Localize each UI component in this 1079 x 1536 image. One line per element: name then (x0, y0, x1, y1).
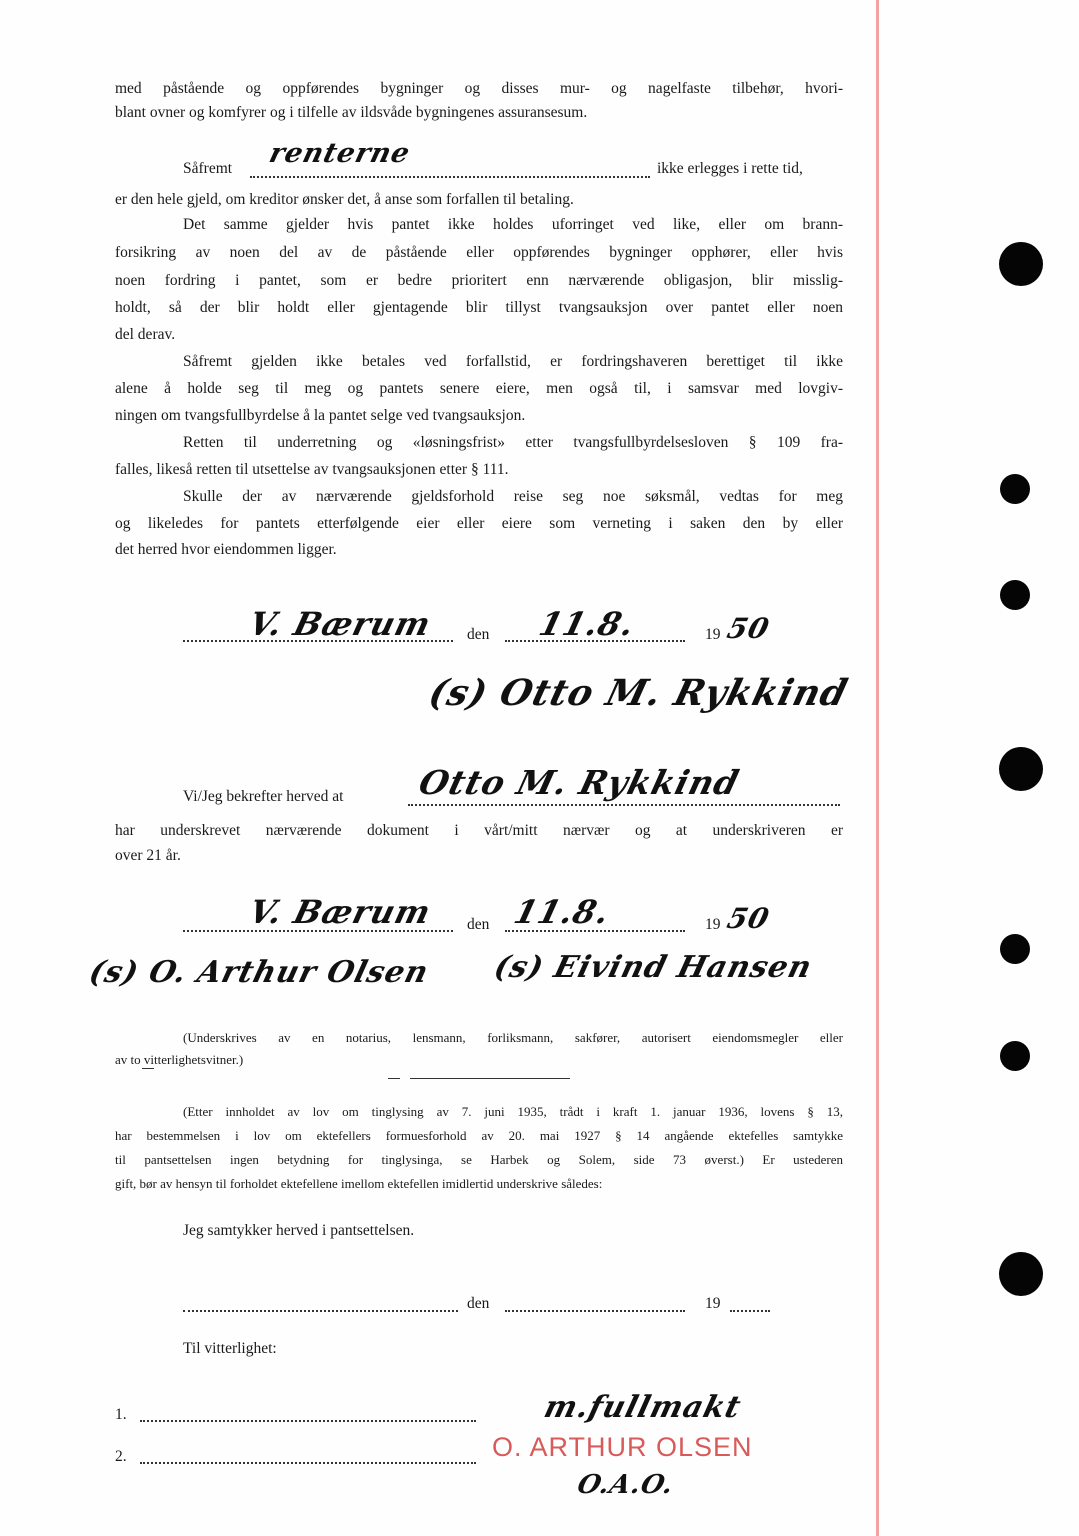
fill-in-dots (250, 176, 650, 178)
body-line: falles, likeså retten til utsettelse av tvangsauksjonen etter § 111. (115, 461, 509, 478)
handwritten-renterne: renterne (266, 138, 414, 169)
witness-number: 1. (115, 1406, 127, 1423)
body-line: alene å holde seg til meg og pantets senere eiere, men også til, i samsvar med lovgiv- (115, 380, 843, 397)
body-line: Det samme gjelder hvis pantet ikke holdes uforringet ved like, eller om brann- (183, 216, 843, 233)
law-note-line: til pantsettelsen ingen betydning for tinglysinga, se Harbek og Solem, side 73 øverst.) Er ustederen (115, 1152, 843, 1167)
body-line: holdt, så der blir holdt eller gjentagende blir tillyst tvangsauksjon over pantet eller noen (115, 299, 843, 316)
fill-in-dots (730, 1310, 770, 1312)
witness-signature-1: (s) O. Arthur Olsen (85, 955, 433, 990)
note-line: (Underskrives av en notarius, lensmann, forliksmann, sakfører, autorisert eiendomsmegler eller (183, 1030, 843, 1045)
den-label: den (467, 1295, 490, 1312)
fill-in-dots (505, 1310, 685, 1312)
red-margin-line (876, 0, 879, 1536)
certification-line: over 21 år. (115, 847, 181, 864)
clause-prefix: Såfremt (183, 160, 233, 177)
clause-line: er den hele gjeld, om kreditor ønsker det, å anse som forfallen til betaling. (115, 191, 574, 208)
witness-number: 2. (115, 1448, 127, 1465)
witness-heading: Til vitterlighet: (183, 1340, 277, 1357)
punch-hole (1000, 474, 1030, 504)
fill-in-dots (408, 804, 840, 806)
body-line: blant ovner og komfyrer og i tilfelle av ildsvåde bygningenes assuransesum. (115, 104, 588, 121)
body-line: det herred hvor eiendommen ligger. (115, 541, 337, 558)
handwritten-year: 50 (723, 902, 774, 935)
punch-hole (999, 1252, 1043, 1296)
body-line: noen fordring i pantet, som er bedre prioritert enn nærværende obligasjon, blir misslig- (115, 272, 843, 289)
punch-hole (1000, 580, 1030, 610)
body-line: med påstående og oppførendes bygninger og disses mur- og nagelfaste tilbehør, hvori- (115, 80, 843, 97)
body-line: og likeledes for pantets etterfølgende eier eller eiere som verneting i saken den by eller (115, 515, 843, 532)
law-note-line: (Etter innholdet av lov om tinglysing av 7. juni 1935, trådt i kraft 1. januar 1936, lovens § 13, (183, 1104, 843, 1119)
year-prefix: 19 (705, 626, 721, 643)
certification-prefix: Vi/Jeg bekrefter herved at (183, 788, 344, 805)
divider (410, 1078, 570, 1079)
fill-in-dots (140, 1420, 476, 1422)
body-line: forsikring av noen del av de påstående eller oppførendes bygninger opphører, eller hvis (115, 244, 843, 261)
handwritten-place: V. Bærum (245, 605, 436, 643)
den-label: den (467, 916, 490, 933)
body-line: Såfremt gjelden ikke betales ved forfallstid, er fordringshaveren berettiget til ikke (183, 353, 843, 370)
punch-hole (1000, 934, 1030, 964)
law-note-line: har bestemmelsen i lov om ektefellers formuesforhold av 20. mai 1927 § 14 angående ektefelles samtykke (115, 1128, 843, 1143)
underline-mark (142, 1068, 154, 1069)
body-line: del derav. (115, 326, 176, 343)
punch-hole (999, 747, 1043, 791)
note-line: av to vitterlighetsvitner.) (115, 1052, 244, 1067)
handwritten-place: V. Bærum (245, 893, 436, 931)
consent-line: Jeg samtykker herved i pantsettelsen. (183, 1222, 415, 1239)
body-line: Skulle der av nærværende gjeldsforhold reise seg noe søksmål, vedtas for meg (183, 488, 843, 505)
body-line: Retten til underretning og «løsningsfrist» etter tvangsfullbyrdelsesloven § 109 fra- (183, 434, 843, 451)
fill-in-dots (140, 1462, 476, 1464)
certification-line: har underskrevet nærværende dokument i vårt/mitt nærvær og at underskriveren er (115, 822, 843, 839)
name-stamp: O. ARTHUR OLSEN (492, 1432, 753, 1462)
handwritten-date: 11.8. (535, 605, 639, 643)
clause-suffix: ikke erlegges i rette tid, (657, 160, 803, 177)
handwritten-date: 11.8. (510, 893, 614, 931)
year-prefix: 19 (705, 1295, 721, 1312)
signature-otto-rykkind: (s) Otto M. Rykkind (424, 672, 853, 714)
punch-hole (999, 242, 1043, 286)
body-line: ningen om tvangsfullbyrdelse å la pantet selge ved tvangsauksjon. (115, 407, 526, 424)
handwritten-certified-name: Otto M. Rykkind (415, 763, 744, 802)
handwritten-initials: O.A.O. (574, 1470, 678, 1500)
witness-signature-2: (s) Eivind Hansen (490, 950, 816, 985)
punch-hole (1000, 1041, 1030, 1071)
handwritten-year: 50 (723, 612, 774, 645)
year-prefix: 19 (705, 916, 721, 933)
law-note-line: gift, bør av hensyn til forholdet ektefellene imellom ektefellen imidlertid underskrive således: (115, 1176, 603, 1191)
handwritten-witness: m.fullmakt (540, 1390, 745, 1425)
divider (388, 1078, 400, 1079)
fill-in-dots (183, 1310, 458, 1312)
den-label: den (467, 626, 490, 643)
